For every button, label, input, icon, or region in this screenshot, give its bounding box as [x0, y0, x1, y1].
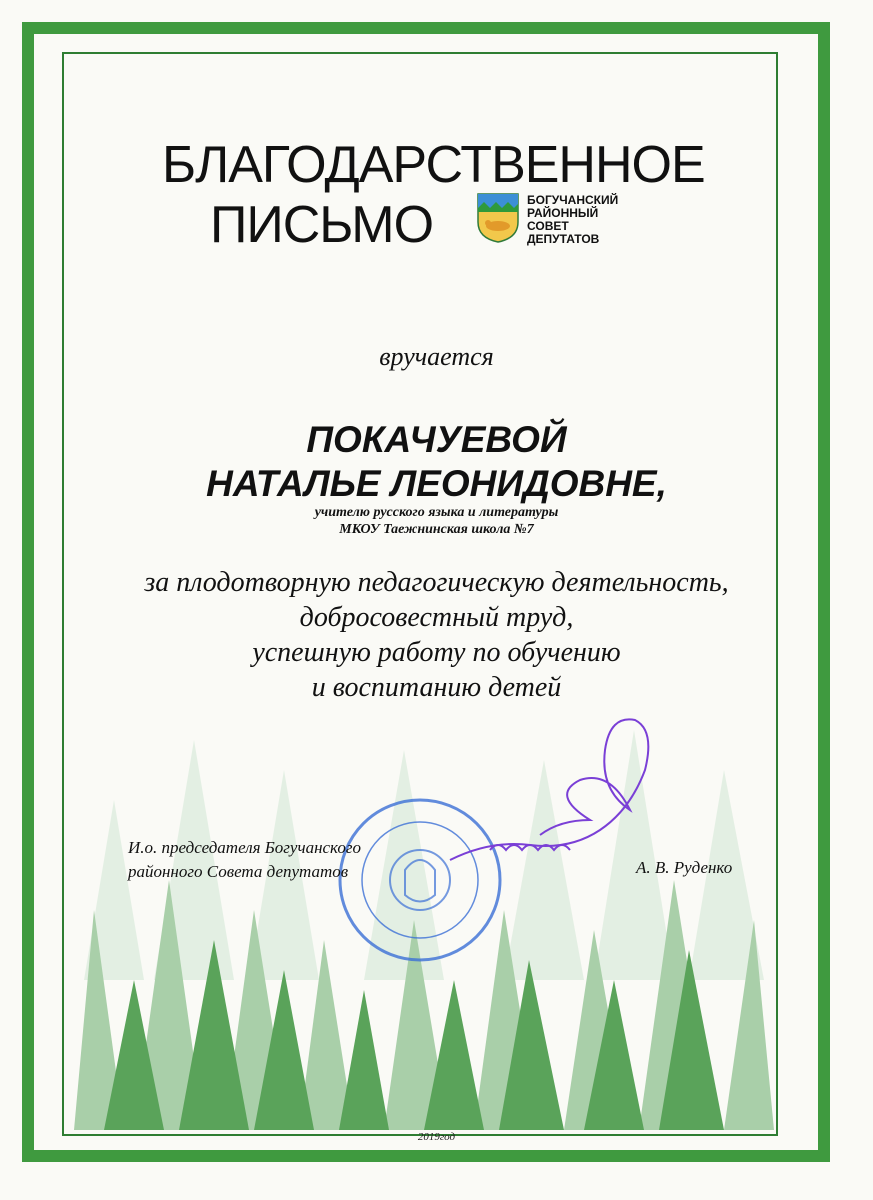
org-line: СОВЕТ	[527, 219, 569, 233]
signatory-title-line: И.о. председателя Богучанского	[128, 838, 361, 857]
recipient-surname: ПОКАЧУЕВОЙ	[306, 419, 567, 460]
reason-line: за плодотворную педагогическую деятельность,	[144, 567, 729, 598]
org-line: БОГУЧАНСКИЙ	[527, 193, 619, 207]
org-line: ДЕПУТАТОВ	[527, 232, 600, 246]
signature-icon	[430, 710, 670, 880]
recipient-position	[0, 504, 873, 538]
position-line: учителю русского языка и литературы	[314, 505, 559, 520]
awarded-word: вручается	[379, 342, 494, 371]
reason-line: успешную работу по обучению	[252, 637, 621, 668]
title-line-2: ПИСЬМО	[210, 196, 434, 254]
reason-line: добросовестный труд,	[299, 602, 574, 633]
org-line: РАЙОННЫЙ	[527, 206, 599, 220]
signatory-title-line: районного Совета депутатов	[128, 862, 349, 881]
organization-name	[527, 194, 618, 246]
position-line: МКОУ Таежнинская школа №7	[339, 522, 534, 537]
signatory-title	[128, 836, 361, 884]
title-line-1: БЛАГОДАРСТВЕННОЕ	[162, 136, 705, 194]
award-reason	[0, 565, 873, 705]
recipient-name	[0, 418, 873, 506]
signatory-name: А. В. Руденко	[636, 858, 733, 877]
reason-line: и воспитанию детей	[311, 672, 562, 703]
district-emblem-icon	[476, 192, 520, 244]
document-year: 2019год	[417, 1131, 456, 1143]
recipient-given-names: НАТАЛЬЕ ЛЕОНИДОВНЕ,	[206, 463, 667, 504]
